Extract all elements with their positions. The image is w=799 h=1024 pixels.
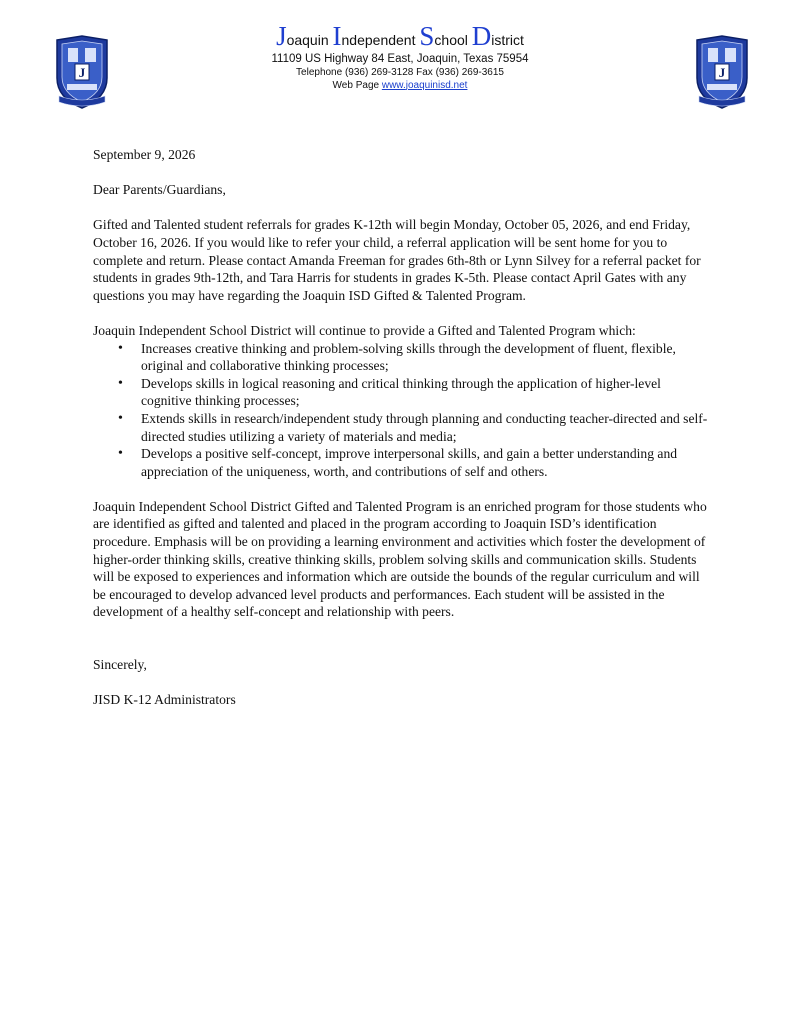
crest-letter: J — [78, 65, 86, 80]
salutation: Dear Parents/Guardians, — [93, 182, 226, 198]
list-item: • Develops a positive self-concept, improve interpersonal skills, and gain a better understanding and appreciation of the uniqueness, worth, and contributions of self and others. — [141, 445, 708, 480]
district-name-part: oaquin — [286, 32, 333, 48]
district-web — [200, 79, 600, 92]
paragraph-program-description: Joaquin Independent School District Gifted and Talented Program is an enriched program for those students who are identified as gifted and talented and placed in the program according to Joaquin ISD’s identification procedure. Emphasis will be on providing a learning environment and activities which foster the development of higher-order thinking skills, creative thinking skills, problem solving skills and communication skills. Students will be exposed to experiences and information which are outside the bounds of the regular curriculum and will be encouraged to develop advanced level products and performances. Each student will be assisted in the development of a healthy self-concept and relationship with peers. — [93, 498, 707, 620]
program-goals-list — [93, 340, 708, 481]
district-name-initial: J — [276, 21, 287, 51]
district-name-part: istrict — [491, 32, 524, 48]
paragraph-referrals: Gifted and Talented student referrals for grades K-12th will begin Monday, October 05, 2026, and end Friday, October 16, 2026. If you would like to refer your child, a referral application will be sent home for you to complete and return. Please contact Amanda Freeman for grades 6th-8th or Lynn Silvey for a referral packet for students in grades 9th-12th, and Tara Harris for students in grades K-5th. Please contact April Gates with any questions you may have regarding the Joaquin ISD Gifted & Talented Program. — [93, 217, 701, 303]
list-item: • Extends skills in research/independent study through planning and conducting teacher-directed and self-directed studies utilizing a variety of materials and media; — [141, 410, 708, 445]
district-name-part: chool — [434, 32, 472, 48]
letter-date: September 9, 2026 — [93, 147, 196, 162]
school-crest-icon — [693, 34, 751, 110]
district-name-part: ndependent — [341, 32, 420, 48]
website-link[interactable]: www.joaquinisd.net — [381, 79, 468, 91]
signature: JISD K-12 Administrators — [93, 692, 236, 708]
district-phone: Telephone (936) 269-3128 Fax (936) 269-3615 — [296, 66, 504, 78]
list-item: • Increases creative thinking and problem-solving skills through the development of fluent, flexible, original and collaborative thinking processes; — [141, 340, 708, 375]
list-item: • Develops skills in logical reasoning and critical thinking through the application of higher-level cognitive thinking processes; — [141, 375, 708, 410]
web-label: Web Page — [332, 79, 380, 91]
school-crest-icon — [53, 34, 111, 110]
letterhead — [200, 22, 600, 92]
district-name — [200, 22, 600, 52]
closing: Sincerely, — [93, 657, 147, 673]
district-address: 11109 US Highway 84 East, Joaquin, Texas 75954 — [271, 52, 529, 65]
letter-body — [93, 146, 708, 709]
district-name-initial: I — [332, 21, 342, 51]
crest-letter: J — [718, 65, 726, 80]
paragraph-program-intro: Joaquin Independent School District will continue to provide a Gifted and Talented Program which: — [93, 322, 636, 338]
district-name-initial: S — [419, 21, 435, 51]
district-name-initial: D — [471, 21, 492, 51]
